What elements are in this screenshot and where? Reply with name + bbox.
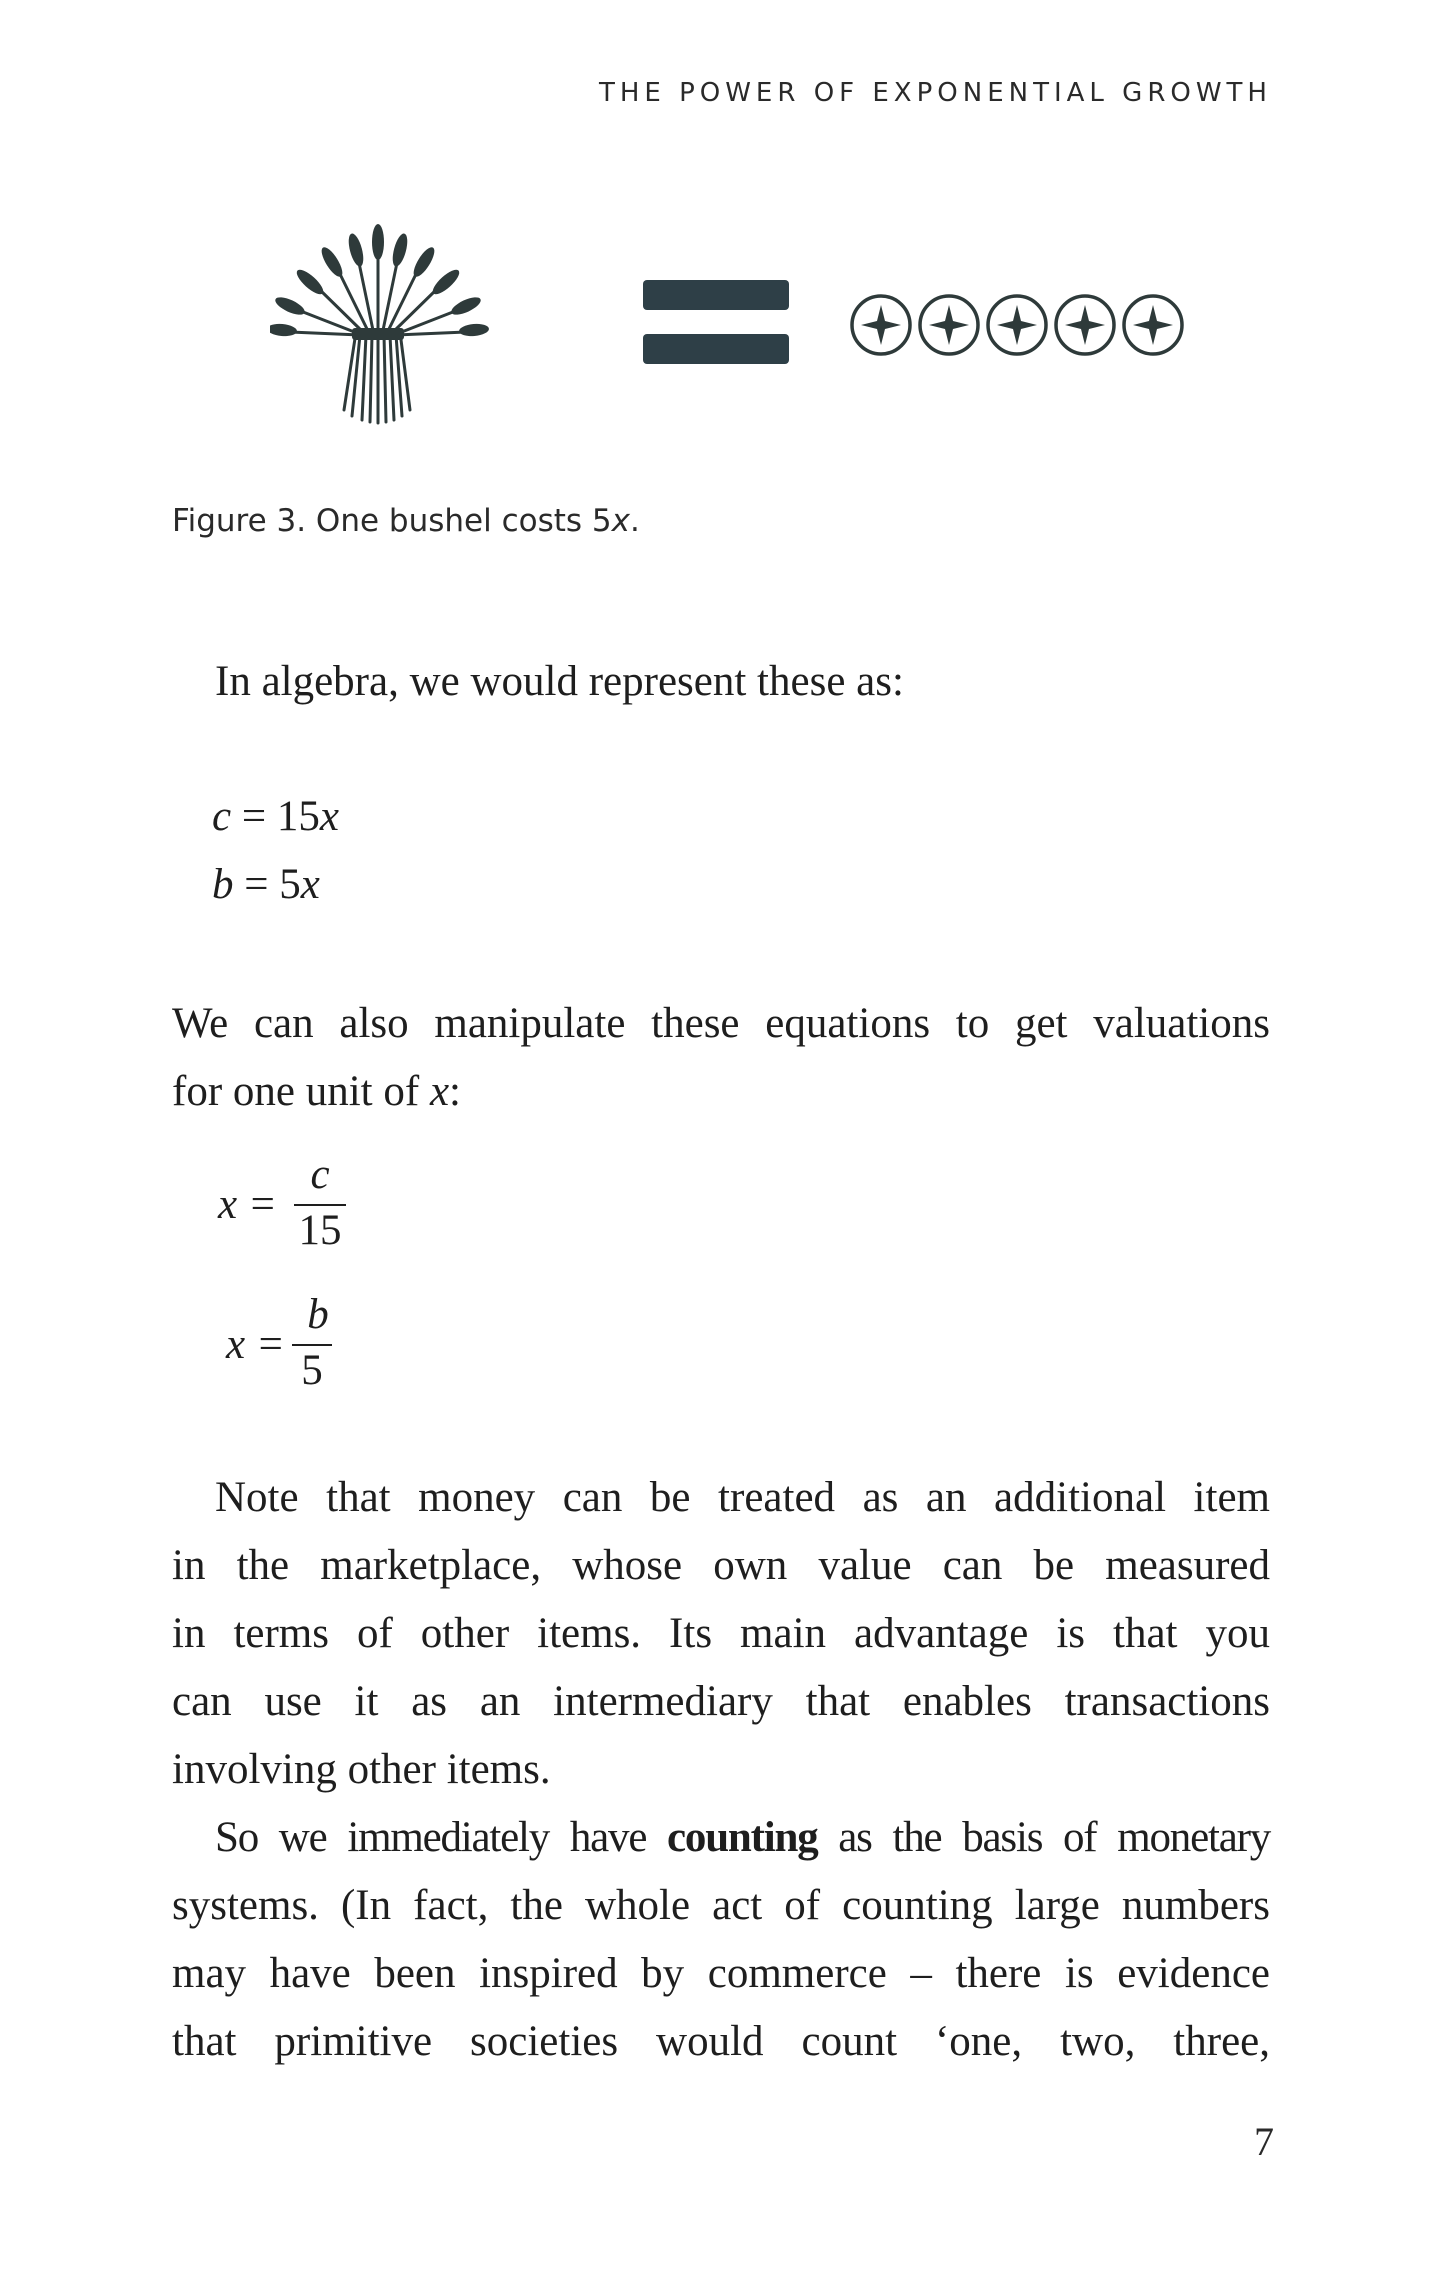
- equation-c: c = 15x: [212, 793, 339, 840]
- equation-b-lhs: b: [212, 861, 234, 908]
- counting-line-4: that primitive societies would count ‘one, two, three,: [172, 2018, 1270, 2065]
- caption-period: .: [629, 503, 640, 539]
- counting-line-1-text: So we immediately have: [215, 1814, 668, 1861]
- intro-text: In algebra, we would represent these as:: [215, 658, 904, 705]
- equation-b-coefficient: 5: [279, 861, 301, 908]
- equation-b: b = 5x: [212, 861, 320, 908]
- money-line-4: can use it as an intermediary that enables transactions: [172, 1678, 1270, 1725]
- fraction-x-c: [218, 1150, 358, 1260]
- money-line-2: in the marketplace, whose own value can be measured: [172, 1542, 1270, 1589]
- manipulate-paragraph: [172, 990, 1270, 1126]
- money-line-5: involving other items.: [172, 1746, 551, 1793]
- fraction-x-b-denominator: 5: [301, 1347, 323, 1394]
- equation-c-lhs: c: [212, 793, 232, 840]
- coin-icon: [920, 296, 978, 354]
- figure-3: [0, 200, 1442, 450]
- money-line-1: Note that money can be treated as an additional item: [215, 1474, 1270, 1521]
- fraction-x-c-numerator: c: [310, 1151, 330, 1198]
- fraction-x-b: [226, 1290, 366, 1400]
- coin-icon: [1124, 296, 1182, 354]
- manipulate-line-2: [172, 1058, 1270, 1126]
- fraction-x-b-var: x: [226, 1321, 246, 1368]
- manipulate-line-1: We can also manipulate these equations to get valuations: [172, 1000, 1270, 1047]
- coin-row: [848, 292, 1188, 358]
- page-number: 7: [1254, 2119, 1274, 2164]
- caption-variable: x: [611, 503, 630, 539]
- equals-sign-icon: [643, 280, 789, 364]
- caption-text: Figure 3. One bushel costs 5: [172, 503, 612, 539]
- manipulate-line-2-variable: x: [429, 1068, 450, 1115]
- coin-icon: [988, 296, 1046, 354]
- counting-bold-term: counting: [667, 1814, 818, 1861]
- equation-c-variable: x: [319, 793, 339, 840]
- intro-paragraph: [172, 648, 1270, 716]
- counting-line-1-suffix: as the basis of monetary: [817, 1814, 1271, 1861]
- counting-line-2: systems. (In fact, the whole act of counting large numbers: [172, 1882, 1270, 1929]
- equation-b-variable: x: [300, 861, 320, 908]
- counting-paragraph: [172, 1804, 1270, 2076]
- running-header: THE POWER OF EXPONENTIAL GROWTH: [598, 78, 1272, 108]
- fraction-x-c-lhs: x =: [218, 1181, 277, 1228]
- coin-icon: [852, 296, 910, 354]
- counting-line-3: may have been inspired by commerce – there is evidence: [172, 1950, 1270, 1997]
- coin-icon: [1056, 296, 1114, 354]
- equation-c-coefficient: 15: [276, 793, 320, 840]
- fraction-x-c-denominator: 15: [298, 1207, 342, 1254]
- figure-caption: [172, 503, 640, 539]
- wheat-bushel-icon: [270, 220, 490, 430]
- money-paragraph: [172, 1464, 1270, 1804]
- fraction-x-c-var: x: [218, 1181, 238, 1228]
- money-line-3: in terms of other items. Its main advantage is that you: [172, 1610, 1270, 1657]
- fraction-x-b-lhs: x =: [226, 1321, 285, 1368]
- manipulate-line-2-colon: :: [449, 1068, 461, 1115]
- manipulate-line-2-text: for one unit of: [172, 1068, 430, 1115]
- counting-line-1: [172, 1804, 1270, 1872]
- fraction-x-b-numerator: b: [307, 1291, 329, 1338]
